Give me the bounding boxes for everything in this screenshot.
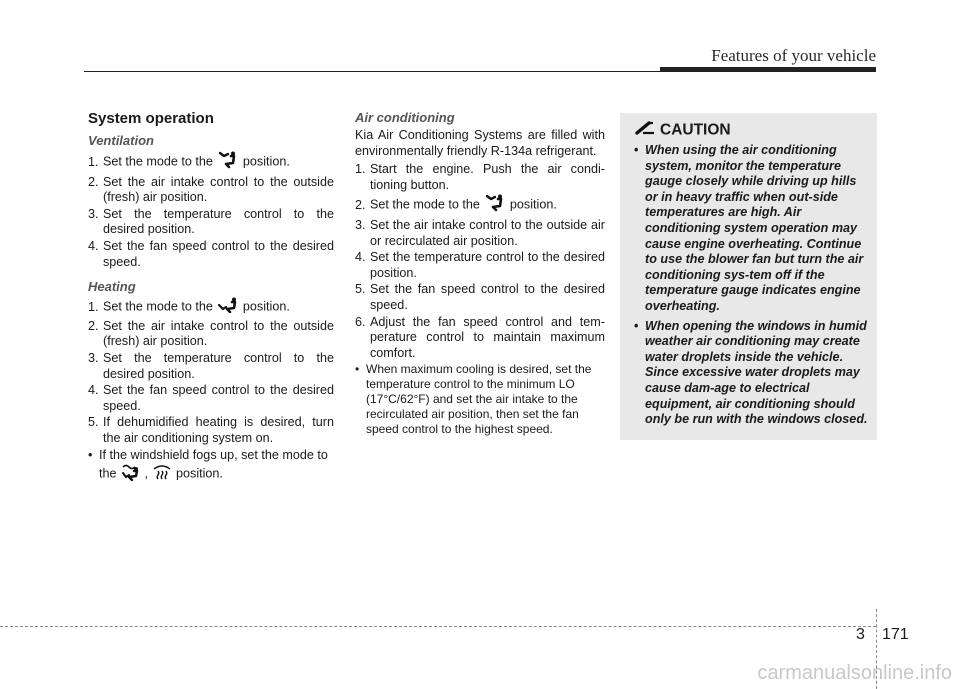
caution-heading: CAUTION [634, 121, 731, 140]
list-item: • When opening the windows in humid weather air conditioning may create water droplets inside the vehicle. Since excessive water droplets may cause dam-age to electrical equipment, air conditioning should only be run with the windows closed. [634, 318, 868, 427]
list-item: 2. Set the air intake control to the outside (fresh) air position. [88, 318, 334, 349]
page-number: 171 [882, 626, 909, 643]
face-vent-icon [217, 151, 239, 174]
page-header-title: Features of your vehicle [711, 46, 876, 65]
list-item: 2. Set the air intake control to the outside (fresh) air position. [88, 174, 334, 205]
list-item: 1. Start the engine. Push the air condi-tioning button. [355, 162, 605, 192]
watermark: carmanualsonline.info [757, 662, 952, 684]
column-left [88, 110, 334, 486]
chapter-number: 3 [856, 626, 865, 643]
ac-intro: Kia Air Conditioning Systems are filled with environmentally friendly R-134a refrigerant. [355, 128, 605, 158]
list-item: 5. If dehumidified heating is desired, turn the air conditioning system on. [88, 415, 334, 445]
list-item: 1. Set the mode to the position. [88, 297, 334, 318]
list-item: • When using the air conditioning system, monitor the temperature gauge closely while driving up hills or in heavy traffic when out-side temperatures are high. Air conditioning system operation may cause engine overheating. Continue to use the blower fan but turn the air conditioning sys-tem off if the temperature gauge indicates engine overheating. [634, 143, 864, 313]
heating-steps [88, 297, 334, 446]
list-item: 4. Set the fan speed control to the desired speed. [88, 383, 334, 413]
floor-vent-icon [217, 297, 239, 318]
list-item: 3. Set the temperature control to the desired position. [88, 206, 334, 237]
list-item: 5. Set the fan speed control to the desired speed. [355, 282, 605, 312]
face-vent-icon [484, 194, 506, 217]
list-item: • If the windshield fogs up, set the mode to the , position. [88, 448, 334, 486]
section-heading: System operation [88, 110, 214, 127]
list-item: 2. Set the mode to the position. [355, 194, 605, 217]
list-item: 4. Set the temperature control to the desired position. [355, 250, 605, 280]
column-middle [355, 110, 605, 437]
list-item: 1. Set the mode to the position. [88, 151, 334, 174]
list-item: • When maximum cooling is desired, set the temperature control to the minimum LO (17°C/62°F) and set the air intake to the recirculated air position, then set the fan speed control to the highest speed. [355, 362, 592, 437]
list-item: 3. Set the air intake control to the outside air or recirculated air position. [355, 217, 605, 248]
ventilation-heading: Ventilation [88, 133, 154, 148]
list-item: 3. Set the temperature control to the desired position. [88, 350, 334, 381]
caution-list [634, 143, 870, 428]
air-conditioning-heading: Air conditioning [355, 110, 455, 125]
list-item: 4. Set the fan speed control to the desired speed. [88, 238, 334, 269]
footer-rule [0, 626, 876, 627]
ventilation-steps [88, 151, 334, 270]
caution-pen-icon [634, 121, 656, 140]
heating-heading: Heating [88, 279, 136, 295]
caution-box [620, 113, 877, 440]
ac-steps [355, 162, 605, 361]
list-item: 6. Adjust the fan speed control and tem-perature control to maintain maximum comfort. [355, 314, 605, 360]
floor-defrost-icon [121, 463, 141, 486]
defrost-icon [152, 464, 172, 485]
header-rule [84, 71, 874, 72]
